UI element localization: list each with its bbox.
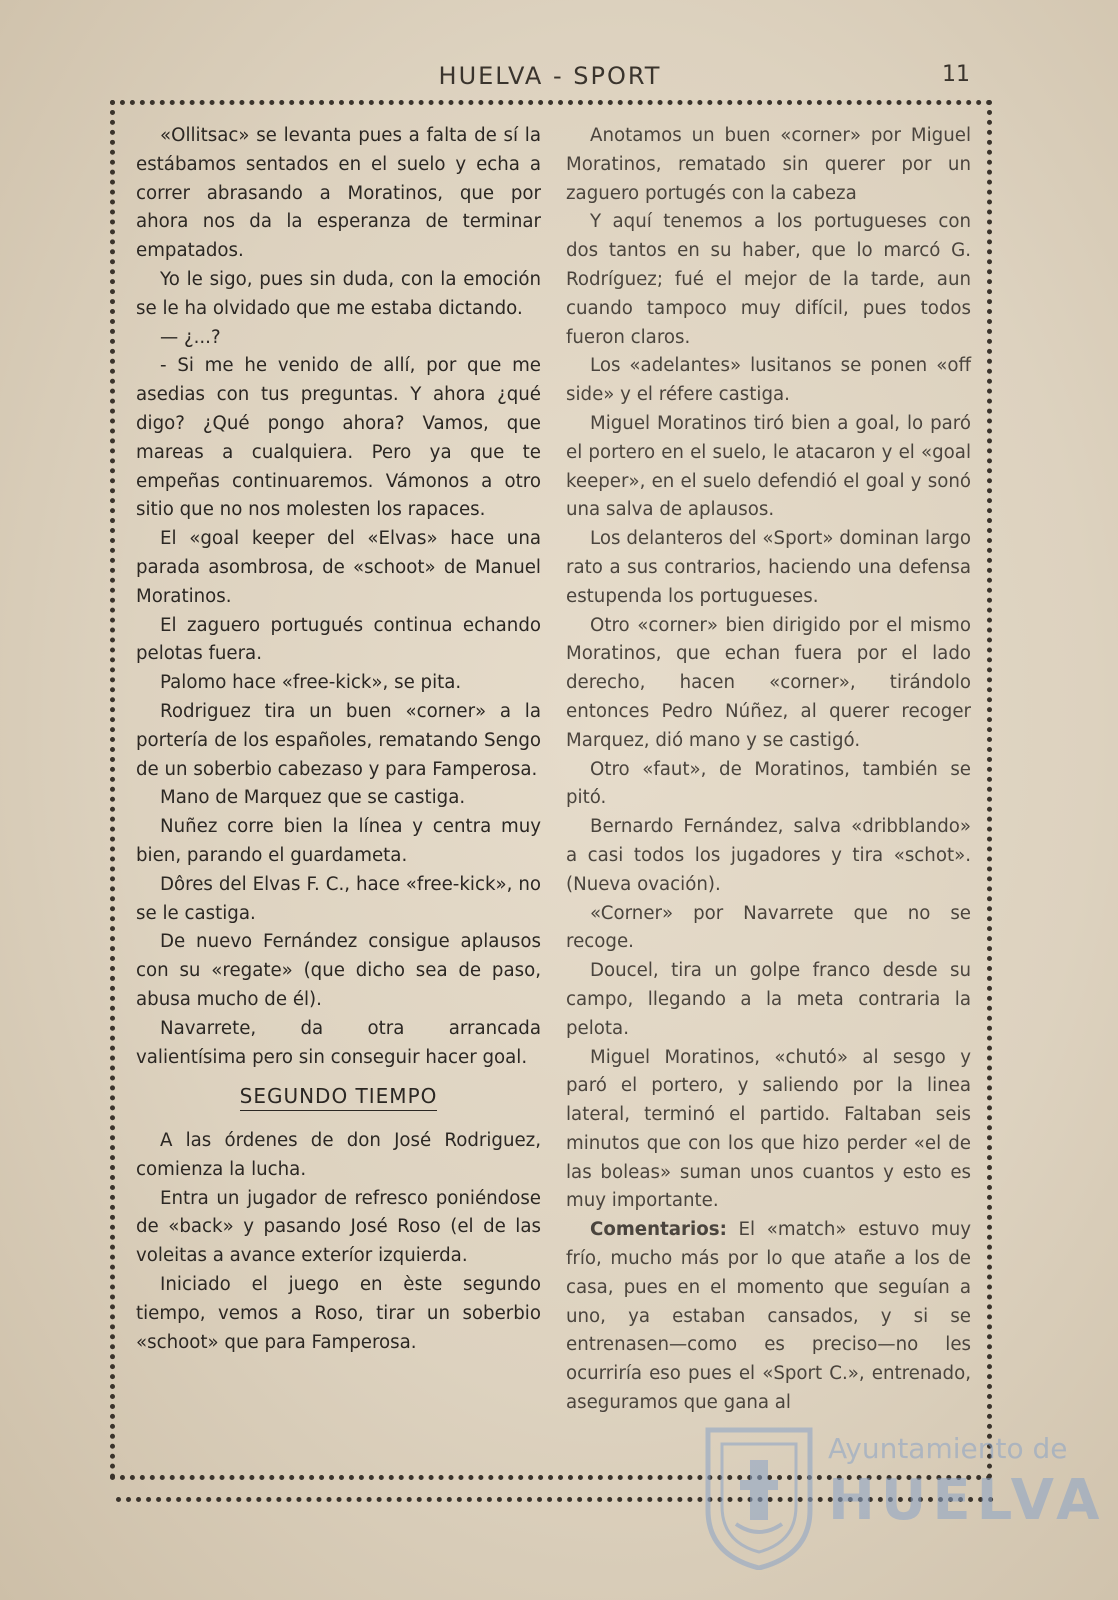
- left-column: [136, 122, 541, 1357]
- paragraph: Yo le sigo, pues sin duda, con la emoción se le ha olvidado que me estaba dictando.: [136, 268, 541, 319]
- paragraph: Doucel, tira un golpe franco desde su campo, llegando a la meta contraria la pelota.: [566, 960, 971, 1039]
- paragraph: Entra un jugador de refresco poniéndose de «back» y pasando José Roso (el de las voleitas a avance exteríor izquierda.: [136, 1187, 541, 1267]
- paragraph: Rodriguez tira un buen «corner» a la portería de los españoles, rematando Sengo de un soberbio cabezaso y para Famperosa.: [136, 700, 541, 780]
- right-paragraphs: [566, 122, 971, 1216]
- paragraph: Los delanteros del «Sport» dominan largo rato a sus contrarios, haciendo una defensa estupenda los portugueses.: [566, 528, 971, 607]
- paragraph: «Corner» por Navarrete que no se recoge.: [566, 902, 971, 953]
- paragraph: Otro «faut», de Moratinos, también se pitó.: [566, 758, 971, 809]
- paragraph: Mano de Marquez que se castiga.: [160, 787, 466, 809]
- paragraph: Anotamos un buen «corner» por Miguel Moratinos, rematado sin querer por un zaguero portugés con la cabeza: [566, 125, 971, 204]
- paragraph: De nuevo Fernández consigue aplausos con su «regate» (que dicho sea de paso, abusa mucho de él).: [136, 931, 541, 1010]
- paragraph: Dôres del Elvas F. C., hace «free-kick», no se le castiga.: [136, 873, 541, 924]
- comments-label: Comentarios:: [590, 1219, 727, 1241]
- paragraph: Navarrete, da otra arrancada valientísima pero sin conseguir hacer goal.: [136, 1017, 541, 1068]
- paragraph: A las órdenes de don José Rodriguez, comienza la lucha.: [136, 1130, 541, 1180]
- watermark-line1: Ayuntamiento de: [828, 1432, 1068, 1465]
- left-paragraphs-before: [136, 122, 541, 1072]
- paragraph: Miguel Moratinos, «chutó» al sesgo y paró el portero, y saliendo por la linea lateral, terminó el partido. Faltaban seis minutos que con los que hizo perder «el de las boleas» suman unos cuantos y esto es muy importante.: [566, 1046, 971, 1212]
- paragraph: Miguel Moratinos tiró bien a goal, lo paró el portero en el suelo, le atacaron y el «goal keeper», en el suelo defendió el goal y sonó una salva de aplausos.: [566, 412, 971, 521]
- publication-title: HUELVA - SPORT: [438, 62, 662, 90]
- section-heading-text: SEGUNDO TIEMPO: [240, 1084, 438, 1111]
- left-paragraphs-after: [136, 1127, 541, 1357]
- paragraph: «Ollitsac» se levanta pues a falta de sí la estábamos sentados en el suelo y echa a correr abrasando a Moratinos, que por ahora nos da la esperanza de terminar empatados.: [136, 125, 541, 262]
- paragraph: — ¿...?: [160, 326, 221, 348]
- watermark: [700, 1420, 1106, 1580]
- paragraph: Los «adelantes» lusitanos se ponen «off side» y el réfere castiga.: [566, 355, 971, 406]
- paragraph: Iniciado el juego en èste segundo tiempo, vemos a Roso, tirar un soberbio «schoot» que para Famperosa.: [136, 1274, 541, 1353]
- city-seal-icon: [700, 1420, 818, 1570]
- watermark-line2: HUELVA: [828, 1468, 1106, 1533]
- page-header: [110, 58, 990, 98]
- section-heading: [136, 1082, 541, 1113]
- comments-text: El «match» estuvo muy frío, mucho más por lo que atañe a los de casa, pues en el momento que seguían a uno, ya estaban cansados, y si se entrenasen—como es preciso—no les ocurriría eso pues el «Sport C.», entrenado, aseguramos que gana al: [566, 1219, 971, 1414]
- paragraph: Nuñez corre bien la línea y centra muy bien, parando el guardameta.: [136, 816, 541, 866]
- paragraph: El zaguero portugués continua echando pelotas fuera.: [136, 614, 541, 665]
- page-number: 11: [942, 62, 970, 87]
- paragraph: Palomo hace «free-kick», se pita.: [160, 672, 462, 694]
- comments-paragraph: [566, 1216, 971, 1418]
- paragraph: Bernardo Fernández, salva «dribblando» a casi todos los jugadores y tira «schot». (Nueva ovación).: [566, 816, 971, 895]
- paragraph: Y aquí tenemos a los portugueses con dos tantos en su haber, que lo marcó G. Rodríguez; fué el mejor de la tarde, aun cuando tampoco muy difícil, pues todos fueron claros.: [566, 211, 971, 348]
- paragraph: Otro «corner» bien dirigido por el mismo Moratinos, que echan fuera por el lado derecho, hacen «corner», tirándolo entonces Pedro Núñez, al querer recoger Marquez, dió mano y se castigó.: [566, 614, 971, 751]
- right-column: [566, 122, 971, 1418]
- paragraph: - Si me he venido de allí, por que me asedias con tus preguntas. Y ahora ¿qué digo? ¿Qué pongo ahora? Vamos, que mareas a cualquiera. Pero ya que te empeñas continuaremos. Vámonos a otro sitio que no nos molesten los rapaces.: [136, 355, 541, 521]
- paragraph: El «goal keeper del «Elvas» hace una parada asombrosa, de «schoot» de Manuel Moratinos.: [136, 528, 541, 607]
